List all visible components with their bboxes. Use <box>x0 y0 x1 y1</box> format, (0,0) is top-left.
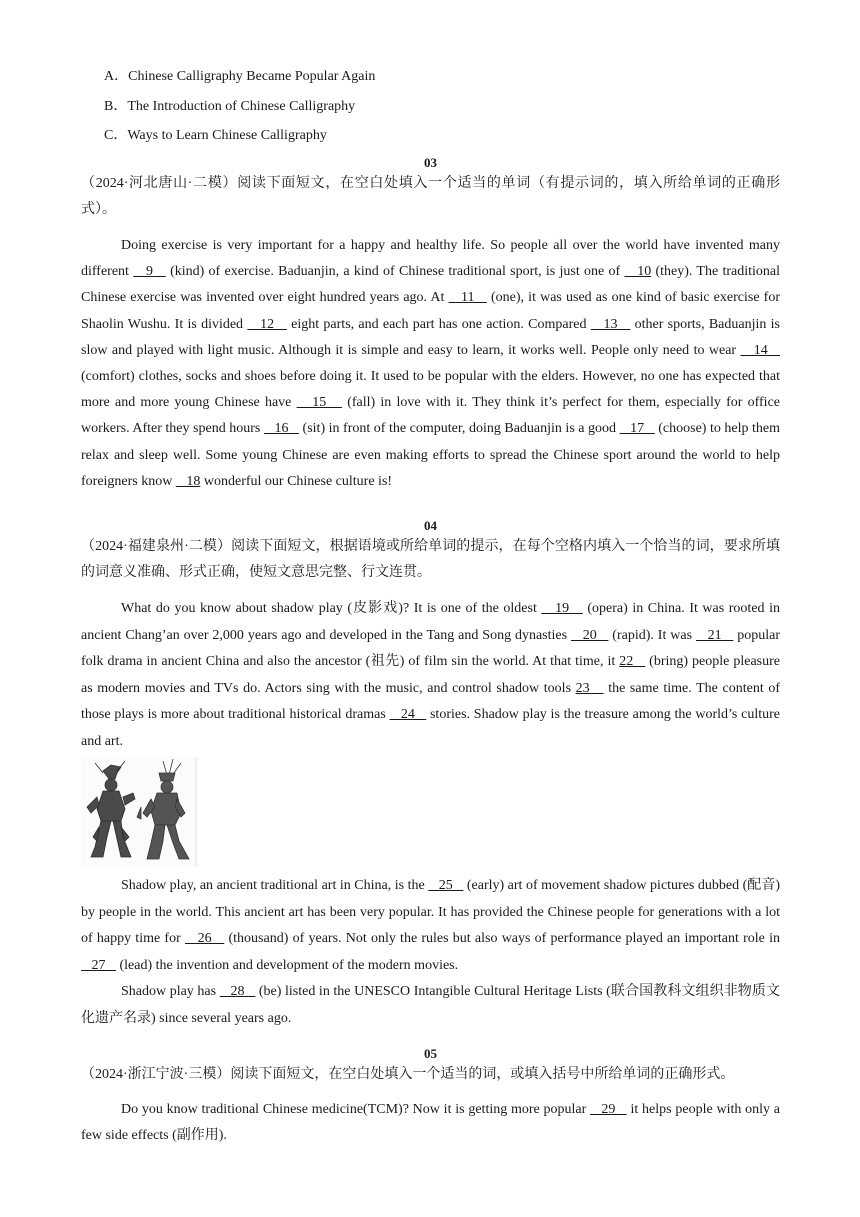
passage-text: stories. Shadow play is the treasure among the world’s culture and art. <box>81 707 781 749</box>
passage-text: eight parts, and each part has one action. Compared <box>286 316 591 332</box>
blank-21[interactable]: 21 <box>695 627 734 643</box>
passage-text: (comfort) clothes, socks and shoes before doing it. It used to be popular with the elders. However, no one has expected that more and more young Chinese have <box>81 369 780 411</box>
passage-text: other sports, Baduanjin is slow and played with light music. Although it is simple and easy to learn, it works well. People only need to wear <box>81 316 780 358</box>
passage-text: (sit) in front of the computer, doing Baduanjin is a good <box>299 421 620 437</box>
blank-20[interactable]: 20 <box>570 627 609 643</box>
blank-28[interactable]: 28 <box>219 984 256 999</box>
blank-10[interactable]: 10 <box>624 264 652 280</box>
option-c: C．Ways to Learn Chinese Calligraphy <box>104 128 327 143</box>
option-b: B．The Introduction of Chinese Calligraphy <box>104 98 356 114</box>
blank-9[interactable]: 9 <box>133 264 166 280</box>
blank-11[interactable]: 11 <box>448 290 487 306</box>
section-number: 03 <box>424 155 437 170</box>
section-instruction: （2024·河北唐山·二模）阅读下面短文，在空白处填入一个适当的单词（有提示词的，填入所给单词的正确形式）。 <box>81 176 780 217</box>
passage-text: (they). The traditional Chinese exercise was invented over eight hundred years ago. At <box>81 264 780 306</box>
passage-text: Shadow play, an ancient traditional art in China, is the <box>121 878 429 893</box>
passage-text: (fall) in love with it. They think it’s perfect for them, especially for office workers. After they spend hours <box>81 395 780 437</box>
passage-text: (be) listed in the UNESCO Intangible Cultural Heritage Lists (联合国教科文组织非物质文化遗产名录) since several years ago. <box>81 984 780 1026</box>
section-04-continued <box>81 873 780 1032</box>
blank-19[interactable]: 19 <box>541 601 583 616</box>
passage-text: (one), it was used as one kind of basic exercise for Shaolin Wushu. It is divided <box>81 290 780 332</box>
passage-text: it helps people with only a few side effects (副作用). <box>81 1102 780 1144</box>
passage-text: the same time. The content of those plays is more about traditional historical dramas <box>81 680 781 722</box>
passage-text: (choose) to help them relax and sleep well. Some young Chinese are even making efforts to spread the Chinese sport around the world to help foreigners know <box>81 421 781 489</box>
section-05 <box>81 1046 780 1149</box>
blank-18[interactable]: 18 <box>175 473 201 489</box>
section-instruction: （2024·福建泉州·二模）阅读下面短文，根据语境或所给单词的提示，在每个空格内填入一个恰当的词，要求所填的词意义准确、形式正确，使短文意思完整、行文连贯。 <box>81 539 780 580</box>
passage-paragraph <box>81 233 780 495</box>
blank-24[interactable]: 24 <box>389 707 427 722</box>
passage-text: What do you know about shadow play (皮影戏)? It is one of the oldest <box>121 601 542 616</box>
passage-text: (kind) of exercise. Baduanjin, a kind of Chinese traditional sport, is just one of <box>165 264 625 280</box>
passage-text: (lead) the invention and development of the modern movies. <box>116 957 459 973</box>
passage-text: (opera) in China. It was rooted in ancient Chang’an over 2,000 years ago and developed in the Tang and Song dynasties <box>81 601 780 643</box>
passage-text: Do you know traditional Chinese medicine(TCM)? Now it is getting more popular <box>121 1102 591 1117</box>
section-04 <box>81 518 780 755</box>
section-number: 05 <box>424 1046 437 1061</box>
passage-text: (bring) people pleasure as modern movies and TVs do. Actors sing with the music, and control shadow tools <box>81 654 780 696</box>
blank-23[interactable]: 23 <box>575 680 604 696</box>
blank-12[interactable]: 12 <box>247 316 287 332</box>
passage-text: Shadow play has <box>121 984 220 999</box>
blank-25[interactable]: 25 <box>428 878 464 893</box>
blank-27[interactable]: 27 <box>81 957 116 973</box>
answer-options <box>104 67 375 156</box>
blank-22[interactable]: 22 <box>619 654 646 669</box>
passage-paragraph <box>81 596 780 755</box>
shadow-puppet-image <box>81 757 197 867</box>
passage-text: (thousand) of years. Not only the rules but also ways of performance played an important role in <box>224 931 781 946</box>
section-number: 04 <box>424 518 437 533</box>
option-a: A．Chinese Calligraphy Became Popular Again <box>104 69 376 84</box>
blank-13[interactable]: 13 <box>590 316 631 332</box>
blank-14[interactable]: 14 <box>740 342 780 358</box>
blank-16[interactable]: 16 <box>263 421 300 437</box>
passage-text: (rapid). It was <box>608 627 696 643</box>
passage-text: Doing exercise is very important for a happy and healthy life. So people all over the world have invented many different <box>81 238 780 280</box>
passage-paragraph <box>81 1097 780 1149</box>
passage-text: (early) art of movement shadow pictures dubbed (配音) by people in the world. This ancient art has been very popular. It has provided the Chinese people for generations with a lot of happy time for <box>81 878 781 946</box>
blank-29[interactable]: 29 <box>590 1102 627 1117</box>
blank-17[interactable]: 17 <box>619 421 655 437</box>
passage-paragraph <box>81 873 780 979</box>
passage-paragraph <box>81 979 780 1032</box>
section-03 <box>81 155 780 495</box>
blank-15[interactable]: 15 <box>296 395 342 411</box>
passage-text: popular folk drama in ancient China and also the ancestor (祖先) of film sin the world. At that time, it <box>81 627 781 669</box>
blank-26[interactable]: 26 <box>184 931 225 946</box>
passage-text: wonderful our Chinese culture is! <box>200 473 393 489</box>
section-instruction: （2024·浙江宁波·三模）阅读下面短文，在空白处填入一个适当的词，或填入括号中所给单词的正确形式。 <box>81 1067 735 1082</box>
